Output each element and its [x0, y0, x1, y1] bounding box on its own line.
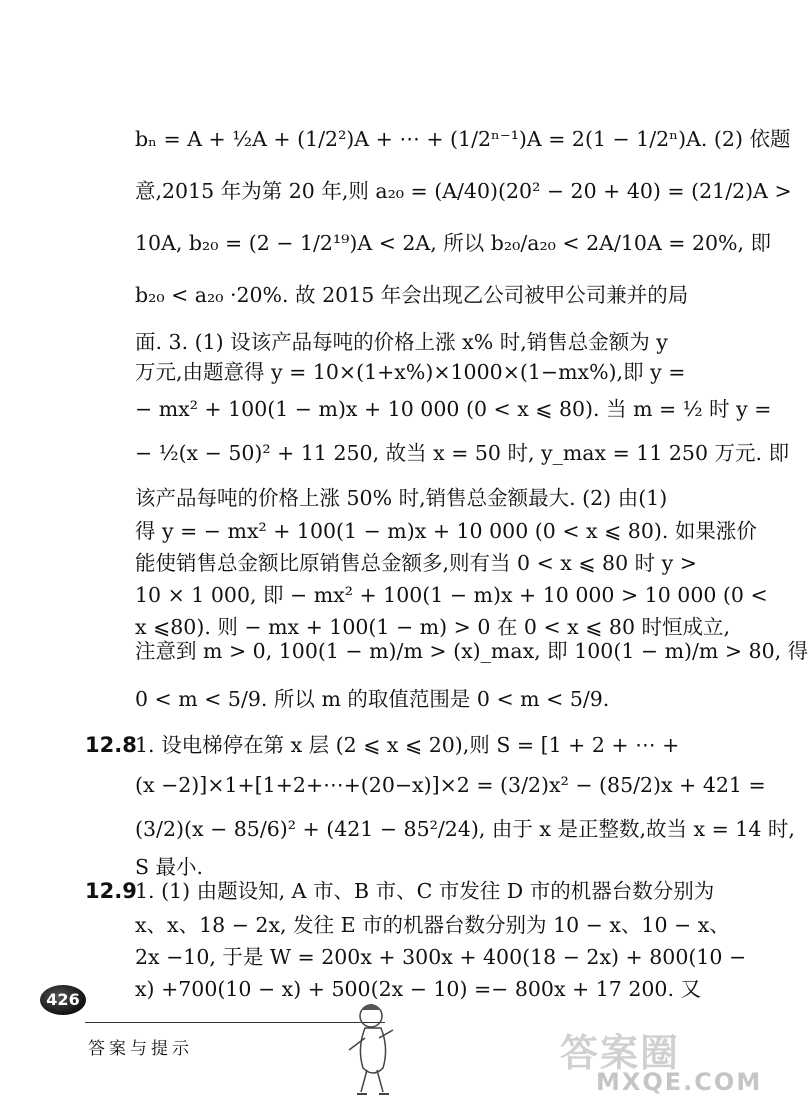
- text-line: 10A, b₂₀ = (2 − 1/2¹⁹)A < 2A, 所以 b₂₀/a₂₀ < 2A/10A = 20%, 即: [135, 231, 772, 255]
- footer-label: 答案与提示: [88, 1039, 193, 1059]
- section-number: 12.9: [85, 879, 137, 903]
- text-line: S 最小.: [135, 855, 204, 879]
- watermark-title: 答案圈: [560, 1031, 681, 1075]
- text-line: x ⩽80). 则 − mx + 100(1 − m) > 0 在 0 < x ⩽ 80 时恒成立,: [135, 615, 731, 639]
- text-line: − mx² + 100(1 − m)x + 10 000 (0 < x ⩽ 80). 当 m = ½ 时 y =: [135, 397, 772, 421]
- cartoon-figure-icon: [335, 998, 405, 1098]
- text-line: (x −2)]×1+[1+2+⋯+(20−x)]×2 = (3/2)x² − (85/2)x + 421 =: [135, 773, 766, 797]
- page-number: 426: [40, 985, 86, 1015]
- text-line: − ½(x − 50)² + 11 250, 故当 x = 50 时, y_max = 11 250 万元. 即: [135, 441, 790, 465]
- text-line: 该产品每吨的价格上涨 50% 时,销售总金额最大. (2) 由(1): [135, 486, 668, 510]
- text-line: 2x −10, 于是 W = 200x + 300x + 400(18 − 2x) + 800(10 −: [135, 945, 747, 969]
- text-line: 得 y = − mx² + 100(1 − m)x + 10 000 (0 < x ⩽ 80). 如果涨价: [135, 519, 757, 543]
- text-line: x、x、18 − 2x, 发往 E 市的机器台数分别为 10 − x、10 − x、: [135, 913, 730, 937]
- text-line: 10 × 1 000, 即 − mx² + 100(1 − m)x + 10 000 > 10 000 (0 <: [135, 583, 768, 607]
- text-line: x) +700(10 − x) + 500(2x − 10) =− 800x + 17 200. 又: [135, 977, 702, 1001]
- watermark-logo: [560, 1022, 763, 1102]
- text-line: 意,2015 年为第 20 年,则 a₂₀ = (A/40)(20² − 20 + 40) = (21/2)A >: [135, 179, 792, 203]
- text-line: (3/2)(x − 85/6)² + (421 − 85²/24), 由于 x 是正整数,故当 x = 14 时,: [135, 817, 795, 841]
- text-line: 0 < m < 5/9. 所以 m 的取值范围是 0 < m < 5/9.: [135, 687, 610, 711]
- text-line: 1. (1) 由题设知, A 市、B 市、C 市发往 D 市的机器台数分别为: [135, 879, 715, 903]
- text-line: bₙ = A + ½A + (1/2²)A + ⋯ + (1/2ⁿ⁻¹)A = 2(1 − 1/2ⁿ)A. (2) 依题: [135, 127, 791, 151]
- text-line: 注意到 m > 0, 100(1 − m)/m > (x)_max, 即 100(1 − m)/m > 80, 得: [135, 639, 808, 663]
- text-line: 万元,由题意得 y = 10×(1+x%)×1000×(1−mx%),即 y =: [135, 360, 686, 384]
- section-number: 12.8: [85, 733, 137, 757]
- text-line: 1. 设电梯停在第 x 层 (2 ⩽ x ⩽ 20),则 S = [1 + 2 + ⋯ +: [135, 733, 680, 757]
- text-line: 能使销售总金额比原销售总金额多,则有当 0 < x ⩽ 80 时 y >: [135, 551, 697, 575]
- text-line: 面. 3. (1) 设该产品每吨的价格上涨 x% 时,销售总金额为 y: [135, 330, 668, 354]
- text-line: b₂₀ < a₂₀ ·20%. 故 2015 年会出现乙公司被甲公司兼并的局: [135, 283, 689, 307]
- watermark-url: MXQE.COM: [596, 1068, 763, 1096]
